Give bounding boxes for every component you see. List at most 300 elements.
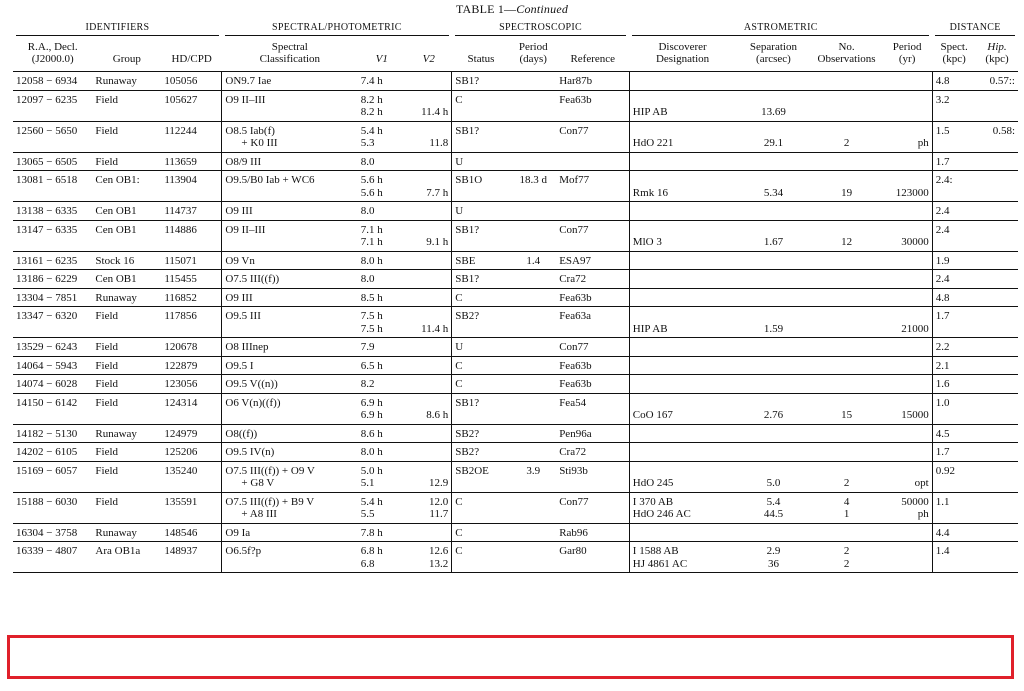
- cell-text: SB2?: [455, 427, 480, 440]
- cell-disc: [629, 270, 736, 289]
- cell-spec: [222, 338, 358, 357]
- cell-line: [409, 255, 448, 268]
- cell-spect: [932, 202, 976, 221]
- cell-v1: [358, 171, 406, 202]
- cell-yr: [882, 542, 932, 573]
- cell-line: O9.5 III: [225, 310, 261, 322]
- cell-disc: [629, 251, 736, 270]
- cell-hd: [161, 72, 222, 91]
- cell-disc: [629, 288, 736, 307]
- cell-disc: [629, 375, 736, 394]
- cell-text: Con77: [559, 223, 589, 236]
- cell-text: Runaway: [95, 526, 137, 539]
- cell-text: 112244: [164, 124, 197, 137]
- cell-sep: [736, 492, 811, 523]
- cell-line: [409, 527, 448, 540]
- col-spectral: Spectral Classification: [222, 41, 358, 72]
- table-row: [13, 90, 1018, 121]
- group-astrometric: ASTROMETRIC: [632, 22, 929, 36]
- table-row: [13, 251, 1018, 270]
- cell-text: 13529 − 6243: [16, 341, 78, 353]
- cell-ref: [556, 307, 629, 338]
- cell-line: [885, 465, 929, 478]
- cell-disc: [629, 461, 736, 492]
- cell-line: + G8 V: [241, 477, 275, 489]
- cell-line: 123000: [895, 186, 929, 199]
- table-row: [13, 356, 1018, 375]
- cell-line: 13.2: [429, 557, 449, 570]
- cell-text: 18.3 d: [519, 174, 547, 186]
- cell-nobs: [811, 461, 882, 492]
- cell-v1: [358, 338, 406, 357]
- cell-line: 11.4 h: [421, 106, 449, 118]
- col-radec: R.A., Decl. (J2000.0): [13, 41, 92, 72]
- cell-text: SB2?: [455, 310, 480, 322]
- cell-id: [13, 121, 92, 152]
- cell-line: [814, 94, 879, 107]
- cell-v2: [406, 356, 452, 375]
- cell-group: [92, 307, 161, 338]
- cell-line: [739, 465, 808, 478]
- cell-spec: [222, 542, 358, 573]
- cell-text: Field: [95, 464, 119, 477]
- cell-v2: [406, 523, 452, 542]
- cell-text: 2.4: [935, 205, 950, 217]
- table-title: [0, 2, 1024, 17]
- cell-yr: [882, 251, 932, 270]
- cell-text: C: [455, 545, 463, 557]
- cell-hd: [161, 492, 222, 523]
- cell-line: HJ 4861 AC: [632, 557, 688, 570]
- cell-id: [13, 72, 92, 91]
- cell-line: [409, 446, 448, 459]
- cell-spect: [932, 171, 976, 202]
- cell-line: O9 II–III: [225, 93, 266, 106]
- cell-line: 44.5: [763, 508, 784, 520]
- cell-text: Field: [95, 310, 119, 322]
- cell-group: [92, 375, 161, 394]
- cell-spec: [222, 492, 358, 523]
- col-period-yr: Period (yr): [882, 41, 932, 72]
- cell-line: O9 Vn: [225, 254, 255, 267]
- cell-disc: [629, 393, 736, 424]
- cell-line: [739, 125, 808, 138]
- cell-text: 13147 − 6335: [16, 223, 78, 236]
- cell-text: C: [455, 359, 463, 372]
- table-row: [13, 171, 1018, 202]
- cell-line: [409, 292, 448, 305]
- cell-yr: [882, 72, 932, 91]
- cell-v1: [358, 523, 406, 542]
- cell-hip: [976, 356, 1018, 375]
- cell-line: [885, 545, 929, 558]
- cell-text: 13347 − 6320: [16, 310, 78, 322]
- cell-hip: [976, 424, 1018, 443]
- cell-id: [13, 542, 92, 573]
- cell-hip: [976, 202, 1018, 221]
- cell-line: 7.1 h: [360, 223, 383, 236]
- cell-period: [510, 307, 556, 338]
- cell-nobs: [811, 251, 882, 270]
- cell-line: O9 III: [225, 291, 253, 304]
- table-row: [13, 307, 1018, 338]
- cell-text: 12058 − 6934: [16, 75, 78, 87]
- cell-hip: [976, 338, 1018, 357]
- cell-status: [452, 461, 510, 492]
- cell-text: SB1?: [455, 75, 480, 87]
- cell-line: [885, 224, 929, 237]
- cell-hd: [161, 542, 222, 573]
- cell-text: Cen OB1: [95, 223, 137, 236]
- cell-v2: [406, 72, 452, 91]
- cell-line: 8.0 h: [360, 254, 383, 267]
- cell-v1: [358, 492, 406, 523]
- cell-v2: [406, 443, 452, 462]
- table-row: [13, 72, 1018, 91]
- group-identifiers: IDENTIFIERS: [16, 22, 219, 36]
- cell-period: [510, 152, 556, 171]
- cell-period: [510, 251, 556, 270]
- cell-line: MlO 3: [632, 236, 662, 248]
- cell-line: 15: [841, 409, 853, 421]
- cell-spec: [222, 72, 358, 91]
- cell-nobs: [811, 152, 882, 171]
- cell-id: [13, 251, 92, 270]
- col-period-days: Period (days): [510, 41, 556, 72]
- cell-text: 114886: [164, 223, 197, 236]
- cell-status: [452, 202, 510, 221]
- cell-line: 6.5 h: [360, 359, 383, 372]
- cell-text: SB1?: [455, 396, 480, 409]
- cell-status: [452, 375, 510, 394]
- cell-group: [92, 270, 161, 289]
- cell-line: O9.5 IV(n): [225, 446, 275, 458]
- cell-line: 6.8: [360, 557, 375, 570]
- cell-text: 113904: [164, 174, 197, 186]
- cell-text: 3.9: [526, 464, 541, 477]
- cell-group: [92, 542, 161, 573]
- cell-group: [92, 393, 161, 424]
- cell-hd: [161, 424, 222, 443]
- cell-line: opt: [914, 477, 929, 489]
- cell-nobs: [811, 393, 882, 424]
- cell-spect: [932, 492, 976, 523]
- cell-v1: [358, 220, 406, 251]
- cell-line: [814, 397, 879, 410]
- col-group: Group: [92, 41, 161, 72]
- cell-line: 5.0 h: [360, 464, 383, 477]
- cell-text: 16339 − 4807: [16, 545, 78, 557]
- cell-line: CoO 167: [632, 409, 673, 421]
- cell-hip: [976, 171, 1018, 202]
- cell-id: [13, 393, 92, 424]
- cell-period: [510, 288, 556, 307]
- cell-line: [885, 174, 929, 187]
- cell-text: 14182 − 5130: [16, 427, 78, 440]
- cell-line: [739, 94, 808, 107]
- cell-period: [510, 424, 556, 443]
- cell-text: Ara OB1a: [95, 545, 141, 557]
- cell-sep: [736, 288, 811, 307]
- cell-line: 21000: [901, 322, 929, 335]
- cell-group: [92, 202, 161, 221]
- cell-spec: [222, 356, 358, 375]
- group-distance: DISTANCE: [935, 22, 1015, 36]
- cell-line: 13.69: [761, 106, 786, 118]
- cell-v1: [358, 251, 406, 270]
- cell-line: 5.3: [360, 137, 375, 149]
- cell-spec: [222, 152, 358, 171]
- cell-hd: [161, 356, 222, 375]
- cell-period: [510, 202, 556, 221]
- cell-yr: [882, 356, 932, 375]
- cell-v1: [358, 542, 406, 573]
- cell-yr: [882, 443, 932, 462]
- cell-text: 2.4:: [935, 174, 953, 186]
- cell-spect: [932, 288, 976, 307]
- cell-text: Fea63b: [559, 359, 592, 372]
- cell-group: [92, 72, 161, 91]
- cell-line: [633, 310, 733, 323]
- cell-yr: [882, 461, 932, 492]
- cell-period: [510, 90, 556, 121]
- cell-hip: [976, 523, 1018, 542]
- cell-spec: [222, 288, 358, 307]
- cell-sep: [736, 356, 811, 375]
- cell-line: 6.9 h: [360, 396, 383, 409]
- cell-v1: [358, 270, 406, 289]
- cell-text: 2.4: [935, 223, 950, 236]
- cell-spec: [222, 424, 358, 443]
- cell-line: [633, 174, 733, 187]
- cell-line: 8.2 h: [360, 93, 383, 106]
- cell-text: 4.4: [935, 526, 950, 539]
- cell-yr: [882, 307, 932, 338]
- cell-spec: [222, 443, 358, 462]
- cell-hip: [976, 251, 1018, 270]
- cell-disc: [629, 338, 736, 357]
- cell-disc: [629, 356, 736, 375]
- cell-status: [452, 152, 510, 171]
- cell-ref: [556, 152, 629, 171]
- cell-text: SB1?: [455, 223, 480, 236]
- cell-text: Cen OB1: [95, 273, 137, 285]
- cell-text: 1.4: [935, 545, 950, 557]
- cell-id: [13, 375, 92, 394]
- cell-v1: [358, 356, 406, 375]
- cell-line: [633, 465, 733, 478]
- cell-period: [510, 461, 556, 492]
- cell-text: 2.1: [935, 359, 950, 372]
- cell-line: I 370 AB: [632, 495, 674, 508]
- table-row: [13, 152, 1018, 171]
- table-row: [13, 443, 1018, 462]
- cell-sep: [736, 220, 811, 251]
- cell-text: Field: [95, 93, 119, 106]
- cell-hd: [161, 202, 222, 221]
- cell-hip: [976, 375, 1018, 394]
- cell-text: Field: [95, 341, 119, 353]
- cell-spec: [222, 270, 358, 289]
- cell-v1: [358, 72, 406, 91]
- cell-v2: [406, 375, 452, 394]
- cell-line: 5.4 h: [360, 124, 383, 137]
- cell-spec: [222, 523, 358, 542]
- cell-spect: [932, 338, 976, 357]
- cell-line: 15000: [901, 409, 929, 421]
- cell-id: [13, 202, 92, 221]
- cell-text: 14150 − 6142: [16, 396, 78, 409]
- cell-sep: [736, 171, 811, 202]
- cell-v2: [406, 152, 452, 171]
- cell-v1: [358, 424, 406, 443]
- cell-sep: [736, 202, 811, 221]
- cell-nobs: [811, 307, 882, 338]
- cell-text: 1.5: [935, 124, 950, 137]
- cell-line: [409, 360, 448, 373]
- cell-yr: [882, 152, 932, 171]
- cell-line: [739, 310, 808, 323]
- cell-hd: [161, 121, 222, 152]
- col-hdcpd: HD/CPD: [161, 41, 222, 72]
- table-title-prefix: TABLE 1—: [455, 2, 517, 16]
- cell-disc: [629, 307, 736, 338]
- cell-status: [452, 338, 510, 357]
- col-hip-dist: Hip. (kpc): [976, 41, 1018, 72]
- cell-text: 4.8: [935, 291, 950, 304]
- cell-text: SB2?: [455, 446, 480, 458]
- cell-sep: [736, 375, 811, 394]
- cell-period: [510, 338, 556, 357]
- cell-v1: [358, 90, 406, 121]
- cell-spect: [932, 251, 976, 270]
- cell-text: 120678: [164, 341, 198, 353]
- cell-v1: [358, 307, 406, 338]
- cell-text: 15169 − 6057: [16, 464, 78, 477]
- cell-ref: [556, 338, 629, 357]
- cell-sep: [736, 90, 811, 121]
- cell-hd: [161, 270, 222, 289]
- cell-id: [13, 90, 92, 121]
- cell-text: C: [455, 93, 463, 106]
- cell-line: 19: [841, 186, 853, 199]
- cell-line: [409, 156, 448, 169]
- cell-hip: [976, 461, 1018, 492]
- cell-spec: [222, 121, 358, 152]
- cell-line: [739, 174, 808, 187]
- cell-yr: [882, 202, 932, 221]
- cell-text: 1.7: [935, 446, 950, 458]
- cell-line: [885, 397, 929, 410]
- cell-text: Fea63a: [559, 310, 591, 322]
- cell-line: [409, 205, 448, 218]
- cell-spect: [932, 152, 976, 171]
- cell-line: 6.8 h: [360, 545, 383, 557]
- cell-line: O6 V(n)((f)): [225, 396, 281, 409]
- cell-text: 116852: [164, 291, 197, 304]
- cell-line: [409, 428, 448, 441]
- cell-line: [409, 310, 448, 323]
- cell-hd: [161, 307, 222, 338]
- cell-line: O9 III: [225, 205, 253, 217]
- cell-disc: [629, 202, 736, 221]
- cell-period: [510, 443, 556, 462]
- cell-hip: [976, 288, 1018, 307]
- cell-text: Field: [95, 495, 119, 508]
- cell-sep: [736, 121, 811, 152]
- table-row: [13, 288, 1018, 307]
- cell-line: 8.0: [360, 155, 375, 168]
- cell-text: Fea63b: [559, 93, 592, 106]
- cell-status: [452, 424, 510, 443]
- cell-v1: [358, 202, 406, 221]
- cell-text: U: [455, 205, 464, 217]
- cell-text: 4.5: [935, 427, 950, 440]
- cell-id: [13, 443, 92, 462]
- cell-line: [633, 224, 733, 237]
- cell-text: 14074 − 6028: [16, 378, 78, 390]
- cell-text: 1.9: [935, 254, 950, 267]
- cell-line: [633, 125, 733, 138]
- cell-line: [409, 341, 448, 354]
- cell-line: 9.1 h: [426, 236, 449, 248]
- cell-nobs: [811, 338, 882, 357]
- cell-text: Mof77: [559, 174, 590, 186]
- cell-ref: [556, 90, 629, 121]
- cell-text: 1.7: [935, 310, 950, 322]
- cell-id: [13, 461, 92, 492]
- cell-line: 8.6 h: [426, 409, 449, 421]
- cell-text: 13138 − 6335: [16, 205, 78, 217]
- cell-v1: [358, 121, 406, 152]
- cell-ref: [556, 220, 629, 251]
- cell-spec: [222, 202, 358, 221]
- cell-text: 3.2: [935, 93, 950, 106]
- cell-line: ON9.7 Iae: [225, 75, 272, 87]
- cell-line: 7.9: [360, 341, 375, 353]
- cell-group: [92, 424, 161, 443]
- cell-nobs: [811, 523, 882, 542]
- cell-line: 11.7: [429, 508, 449, 520]
- cell-text: 105056: [164, 75, 198, 87]
- cell-line: 5.4 h: [360, 495, 383, 508]
- cell-sep: [736, 461, 811, 492]
- cell-v2: [406, 220, 452, 251]
- cell-text: SB1?: [455, 273, 480, 285]
- cell-text: 2.4: [935, 273, 950, 285]
- cell-text: Fea54: [559, 396, 587, 409]
- cell-period: [510, 375, 556, 394]
- cell-line: 2: [843, 477, 850, 489]
- cell-id: [13, 338, 92, 357]
- cell-text: 113659: [164, 155, 197, 168]
- cell-group: [92, 121, 161, 152]
- cell-yr: [882, 393, 932, 424]
- table-row: [13, 220, 1018, 251]
- cell-group: [92, 492, 161, 523]
- cell-yr: [882, 90, 932, 121]
- cell-text: 114737: [164, 205, 197, 217]
- cell-hip: [976, 121, 1018, 152]
- cell-text: 1.4: [526, 254, 541, 267]
- cell-status: [452, 542, 510, 573]
- cell-line: HIP AB: [632, 106, 668, 118]
- cell-text: 0.92: [935, 464, 955, 477]
- cell-text: 12097 − 6235: [16, 93, 78, 106]
- cell-group: [92, 152, 161, 171]
- cell-status: [452, 121, 510, 152]
- cell-text: 13304 − 7851: [16, 291, 78, 304]
